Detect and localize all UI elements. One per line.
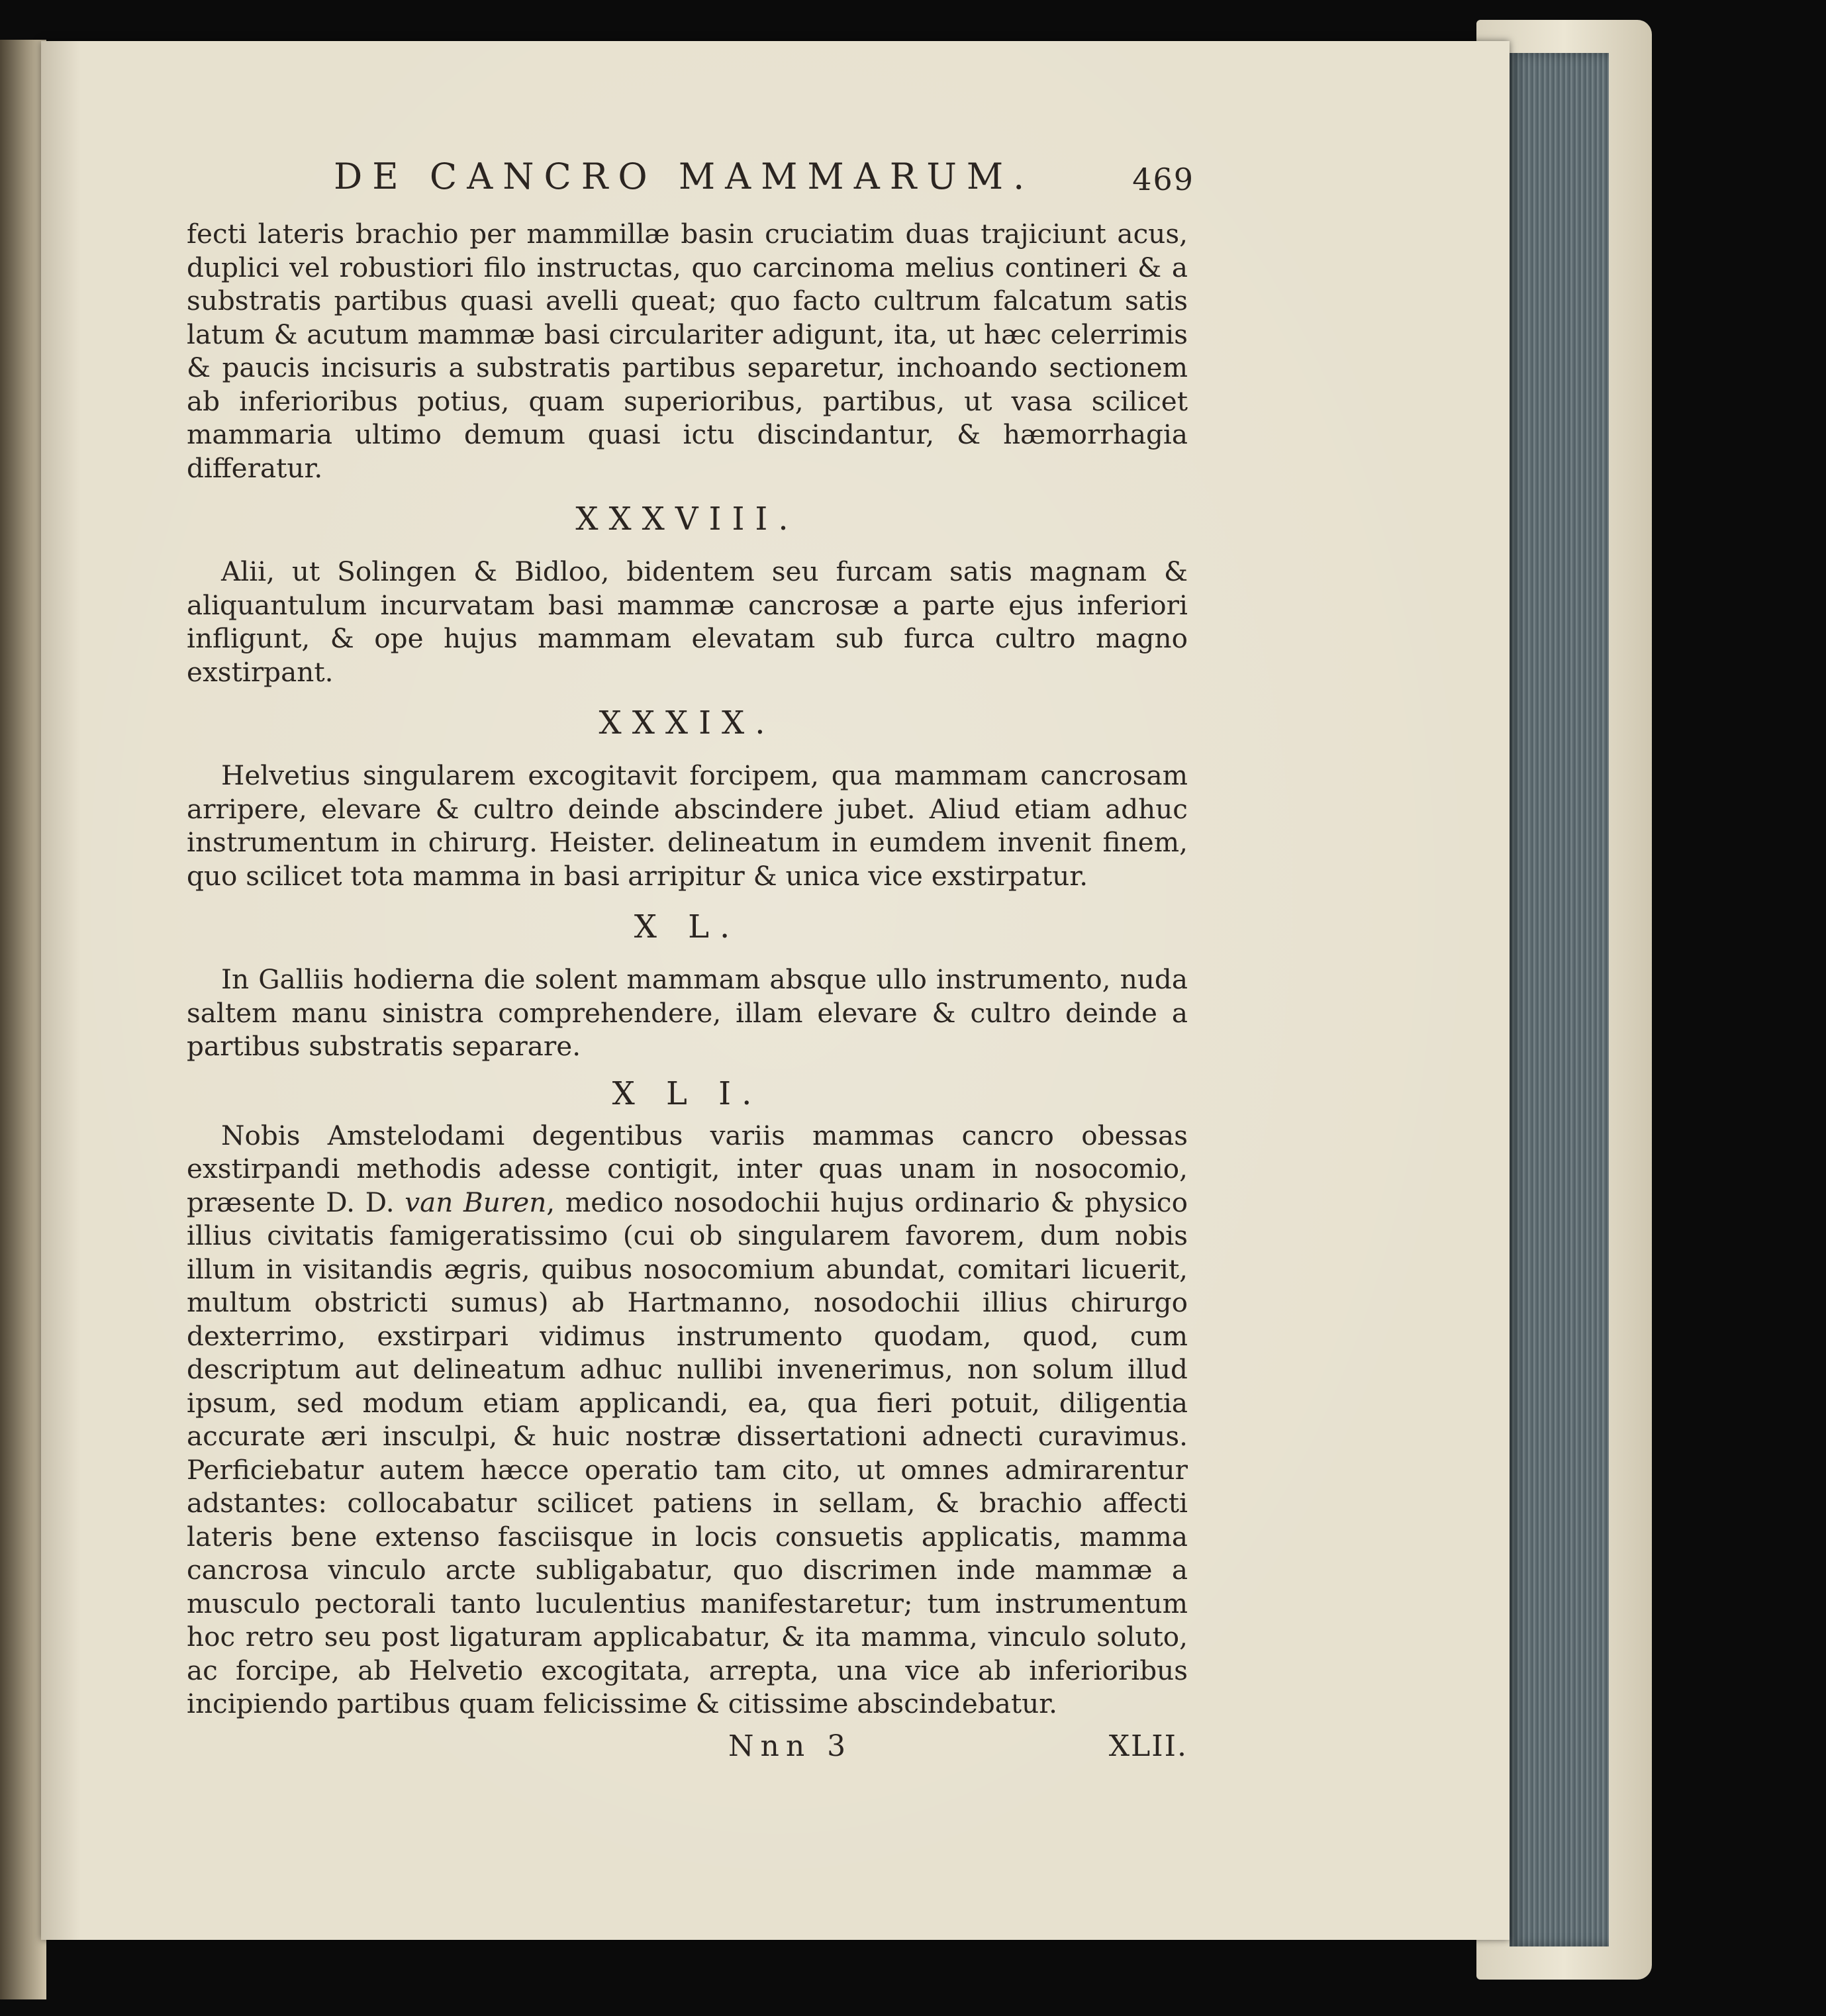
- book-page: [41, 41, 1510, 1940]
- paragraph-38: [187, 555, 1188, 689]
- paragraph-39: [187, 759, 1188, 892]
- paragraph-41: [187, 1119, 1188, 1721]
- italic-name: van Buren: [405, 1186, 547, 1218]
- page-number: 469: [1132, 162, 1194, 197]
- running-title: DE CANCRO MAMMARUM.: [334, 156, 1035, 197]
- catchword: XLII.: [1108, 1729, 1188, 1763]
- paragraph-text: Helvetius singularem excogitavit forcipem, qua mammam cancrosam arripere, elevare & cultro deinde abscindere jubet. Aliud etiam adhuc instrumentum in chirurg. Heister. delineatum in eumdem invenit finem, quo scilicet tota mamma in basi arripitur & unica vice exstirpatur.: [187, 759, 1188, 892]
- section-heading-38: XXXVIII.: [575, 501, 799, 538]
- section-heading-40: X L.: [634, 908, 741, 945]
- paragraph-text-start: Nobis Amstelodami degentibus variis mammas cancro obessas exstirpandi methodis adesse contigit, inter quas unam in nosocomio, præsente D. D.: [187, 1119, 1188, 1218]
- page-block-edge: [1510, 53, 1609, 1946]
- paragraph-text: Alii, ut Solingen & Bidloo, bidentem seu furcam satis magnam & aliquantulum incurvatam basi mammæ cancrosæ a parte ejus inferiori infligunt, & ope hujus mammam elevatam sub furca cultro magno exstirpant.: [187, 555, 1188, 688]
- left-page-edge: [0, 40, 46, 1999]
- page-footer: [187, 1730, 1188, 1770]
- signature-mark: Nnn 3: [728, 1729, 853, 1763]
- section-heading-39: XXXIX.: [599, 704, 776, 742]
- paragraph-40: [187, 963, 1188, 1063]
- running-head: [187, 154, 1194, 209]
- paragraph-text: [187, 1119, 1188, 1721]
- paragraph-continuation: [187, 217, 1188, 485]
- text-block: [187, 154, 1194, 1770]
- paragraph-text-end: , medico nosodochii hujus ordinario & physico illius civitatis famigeratissimo (cui ob singularem favorem, dum nobis illum in visitandis ægris, quibus nosocomium abundat, comitari licuerit, multum obstricti sumus) ab Hartmanno, nosodochii illius chirurgo dexterrimo, exstirpari vidimus instrumento quodam, quod, cum descriptum aut delineatum adhuc nullibi invenerimus, non solum illud ipsum, sed modum etiam applicandi, ea, qua fieri potuit, diligentia accurate æri insculpi, & huic nostræ dissertationi adnecti curavimus. Perficiebatur autem hæcce operatio tam cito, ut omnes admirarentur adstantes: collocabatur scilicet patiens in sellam, & brachio affecti lateris bene extenso fasciisque in locis consuetis applicatis, mamma cancrosa vinculo arcte subligabatur, quo discrimen inde mammæ a musculo pectorali tanto luculentius manifestaretur; tum instrumentum hoc retro seu post ligaturam applicabatur, & ita mamma, vinculo soluto, ac forcipe, ab Helvetio excogitata, arrepta, una vice ab inferioribus incipiendo partibus quam felicissime & citissime abscindebatur.: [187, 1186, 1188, 1719]
- paragraph-text: fecti lateris brachio per mammillæ basin cruciatim duas trajiciunt acus, duplici vel robustiori filo instructas, quo carcinoma melius contineri & a substratis partibus quasi avelli queat; quo facto cultrum falcatum satis latum & acutum mammæ basi circulariter adigunt, ita, ut hæc celerrimis & paucis incisuris a substratis partibus separetur, inchoando sectionem ab inferioribus potius, quam superioribus, partibus, ut vasa scilicet mammaria ultimo demum quasi ictu discindantur, & hæmorrhagia differatur.: [187, 218, 1188, 484]
- paragraph-text: In Galliis hodierna die solent mammam absque ullo instrumento, nuda saltem manu sinistra comprehendere, illam elevare & cultro deinde a partibus substratis separare.: [187, 963, 1188, 1062]
- section-heading-41: X L I.: [612, 1075, 763, 1112]
